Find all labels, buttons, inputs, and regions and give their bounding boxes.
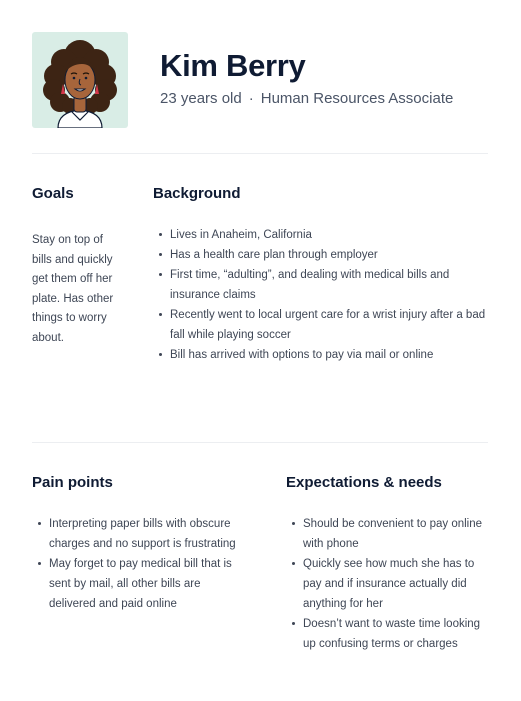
persona-age: 23 — [160, 90, 177, 107]
list-item: May forget to pay medical bill that is sent by mail, all other bills are delivered and paid online — [32, 554, 250, 614]
list-item: Bill has arrived with options to pay via mail or online — [153, 345, 493, 365]
expectations-heading: Expectations & needs — [286, 474, 442, 491]
avatar — [32, 32, 128, 128]
list-item: Quickly see how much she has to pay and if insurance actually did anything for her — [286, 554, 496, 614]
separator-dot: · — [248, 90, 254, 107]
goals-text: Stay on top of bills and quickly get them off her plate. Has other things to worry about. — [32, 234, 114, 344]
pain-points-heading: Pain points — [32, 474, 113, 491]
list-item: Interpreting paper bills with obscure charges and no support is frustrating — [32, 514, 250, 554]
persona-name: Kim Berry — [160, 48, 306, 83]
expectations-list — [286, 514, 496, 654]
persona-age-suffix: years old — [180, 90, 242, 107]
divider-middle — [32, 442, 488, 443]
goals-heading: Goals — [32, 185, 74, 202]
persona-role: Human Resources Associate — [260, 90, 454, 107]
list-item: Should be convenient to pay online with phone — [286, 514, 496, 554]
list-item: Recently went to local urgent care for a wrist injury after a bad fall while playing soccer — [153, 305, 493, 345]
persona-subtitle — [160, 90, 453, 107]
list-item: Has a health care plan through employer — [153, 245, 493, 265]
list-item: First time, “adulting”, and dealing with medical bills and insurance claims — [153, 265, 493, 305]
list-item: Doesn’t want to waste time looking up confusing terms or charges — [286, 614, 496, 654]
background-list — [153, 225, 493, 365]
pain-points-list — [32, 514, 250, 614]
list-item: Lives in Anaheim, California — [153, 225, 493, 245]
background-heading: Background — [153, 185, 241, 202]
divider-top — [32, 153, 488, 154]
avatar-illustration — [32, 32, 128, 128]
